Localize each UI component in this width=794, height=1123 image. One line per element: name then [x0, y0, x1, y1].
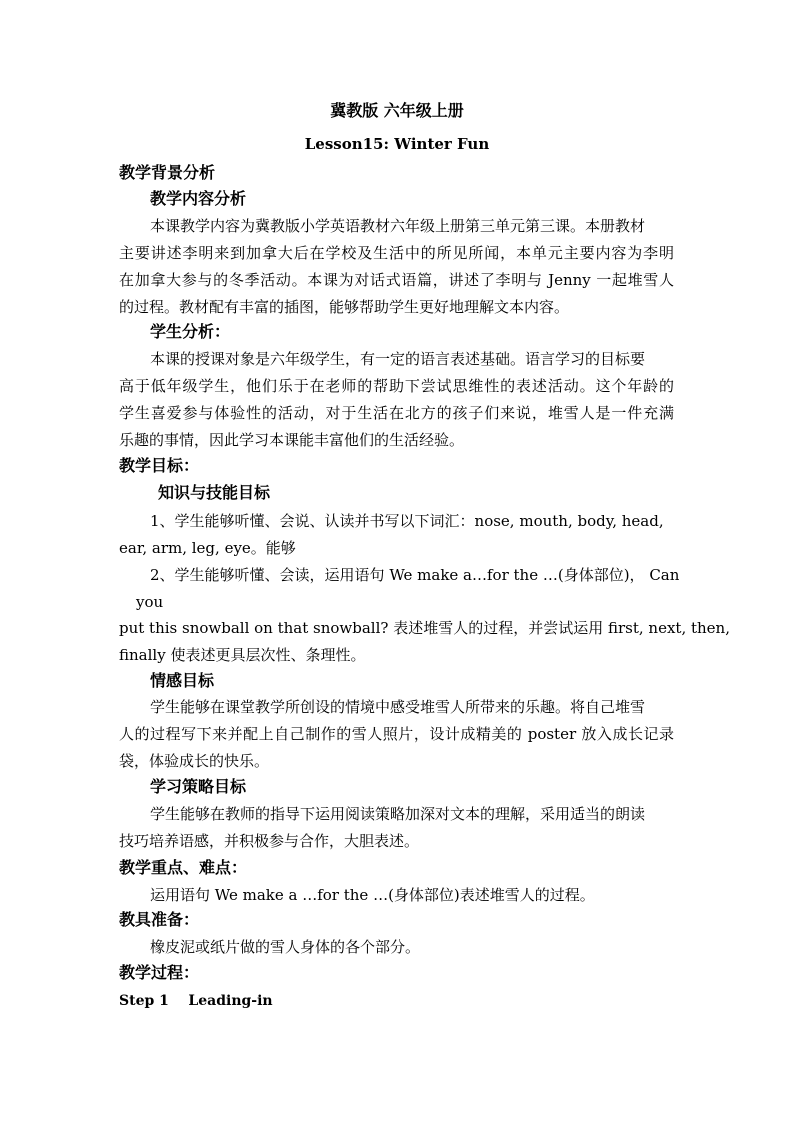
knowledge-line-6: finally 使表述更具层次性、条理性。: [119, 646, 366, 664]
strategy-line-2: 技巧培养语感，并积极参与合作，大胆表述。: [119, 832, 420, 850]
tools-text: 橡皮泥或纸片做的雪人身体的各个部分。: [150, 938, 421, 956]
emotion-line-3: 袋，体验成长的快乐。: [119, 752, 270, 770]
heading-key-points: 教学重点、难点：: [119, 858, 248, 877]
students-line-4: 乐趣的事情，因此学习本课能丰富他们的生活经验。: [119, 431, 465, 449]
students-line-2: 高于低年级学生，他们乐于在老师的帮助下尝试思维性的表述活动。这个年龄的: [119, 377, 674, 395]
heading-background: 教学背景分析: [119, 163, 216, 182]
heading-process: 教学过程：: [119, 963, 200, 982]
content-line-2: 主要讲述李明来到加拿大后在学校及生活中的所见所闻，本单元主要内容为李明: [119, 244, 674, 262]
document-title: 冀教版 六年级上册: [330, 101, 464, 120]
knowledge-line-2: ear, arm, leg, eye。能够: [119, 539, 296, 557]
students-line-1: 本课的授课对象是六年级学生，有一定的语言表述基础。语言学习的目标要: [150, 350, 646, 368]
content-line-4: 的过程。教材配有丰富的插图，能够帮助学生更好地理解文本内容。: [119, 298, 570, 316]
knowledge-line-3: 2、学生能够听懂、会读，运用语句 We make a…for the …(身体部位)， Can: [150, 566, 680, 584]
step-1-heading: Step 1 Leading-in: [119, 993, 273, 1009]
emotion-line-2: 人的过程写下来并配上自己制作的雪人照片，设计成精美的 poster 放入成长记录: [119, 725, 674, 743]
heading-knowledge-skills: 知识与技能目标: [158, 483, 271, 502]
emotion-line-1: 学生能够在课堂教学所创设的情境中感受堆雪人所带来的乐趣。将自己堆雪: [150, 698, 646, 716]
students-line-3: 学生喜爱参与体验性的活动，对于生活在北方的孩子们来说，堆雪人是一件充满: [119, 404, 674, 422]
knowledge-line-5: put this snowball on that snowball? 表述堆雪人的过程，并尝试运用 first, next, then,: [119, 619, 730, 637]
knowledge-line-4: you: [136, 593, 164, 611]
lesson-title: Lesson15: Winter Fun: [304, 135, 490, 153]
knowledge-line-1: 1、学生能够听懂、会说、认读并书写以下词汇：nose, mouth, body, head,: [150, 512, 664, 530]
heading-student-analysis: 学生分析：: [150, 322, 231, 341]
heading-emotion: 情感目标: [150, 671, 215, 690]
heading-tools: 教具准备：: [119, 910, 200, 929]
heading-content-analysis: 教学内容分析: [150, 189, 247, 208]
strategy-line-1: 学生能够在教师的指导下运用阅读策略加深对文本的理解，采用适当的朗读: [150, 805, 646, 823]
heading-strategy: 学习策略目标: [150, 777, 247, 796]
content-line-1: 本课教学内容为冀教版小学英语教材六年级上册第三单元第三课。本册教材: [150, 217, 646, 235]
heading-goals: 教学目标：: [119, 456, 200, 475]
key-points-text: 运用语句 We make a …for the …(身体部位)表述堆雪人的过程。: [150, 886, 595, 904]
content-line-3: 在加拿大参与的冬季活动。本课为对话式语篇，讲述了李明与 Jenny 一起堆雪人: [119, 271, 674, 289]
